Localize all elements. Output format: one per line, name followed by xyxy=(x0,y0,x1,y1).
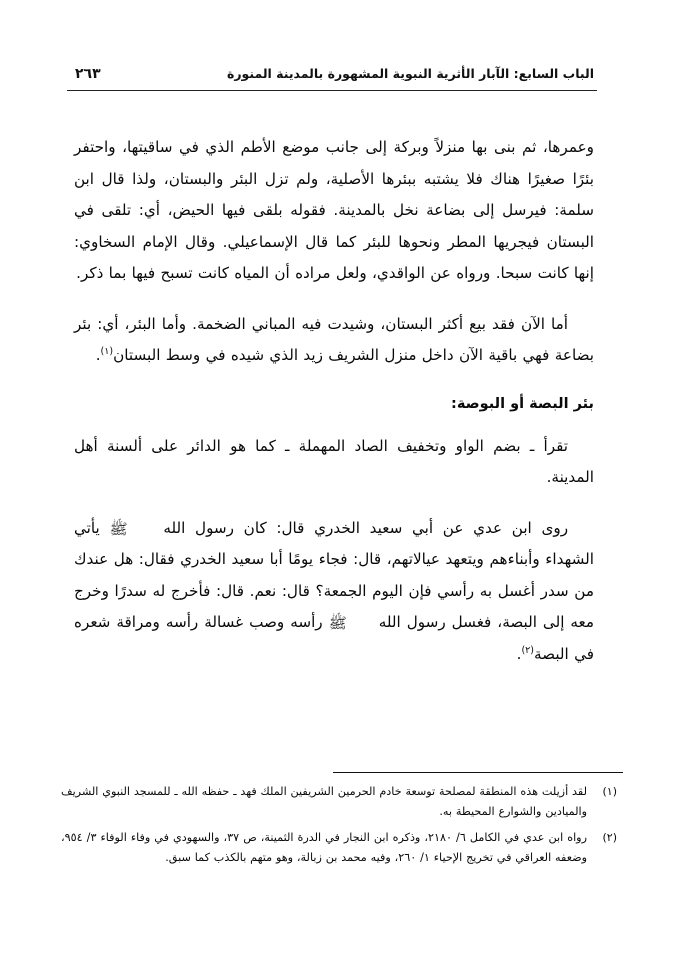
salawat-glyph-2: ﷺ xyxy=(328,614,347,632)
page-body xyxy=(74,132,594,689)
narration-segment-1: روى ابن عدي عن أبي سعيد الخدري قال: كان رسول الله xyxy=(163,518,569,537)
footnote-text: رواه ابن عدي في الكامل ٦/ ٢١٨٠، وذكره ابن النجار في الدرة الثمينة، ص ٣٧، والسهودي في وفاء الوفاء ٣/ ٩٥٤، وضعفه العراقي في تخريج الإحياء ١/ ٢٦٠، وفيه محمد بن زبالة، وهو متهم بالكذب كما سبق. xyxy=(61,831,587,864)
paragraph-pronunciation-note: تقرأ ـ بضم الواو وتخفيف الصاد المهملة ـ كما هو الدائر على ألسنة أهل المدينة. xyxy=(74,436,594,486)
paragraph-continuation: وعمرها، ثم بنى بها منزلاً وبركة إلى جانب موضع الأطم الذي في ساقيتها، واحتفر بئرًا صغيرًا هناك فلا يشتبه ببئرها الأصلية، ولم تزل البئر والبستان، ولذا قال ابن سلمة: فيرسل إلى بضاعة نخل بالمدينة. فقوله بلقى فيها الحيض، أي: تلقى في البستان فيجريها المطر ونحوها للبئر كما قال الإسماعيلي. وقال الإمام السخاوي: إنها كانت سبحا. ورواه عن الواقدي، ولعل مراده أن المياه كانت تسبح فيها بما ذكر. xyxy=(74,138,594,282)
page-header xyxy=(75,66,594,88)
narration-segment-3: رأسه وصب غسالة رأسه ومراقة شعره في البصة xyxy=(74,613,594,663)
footnote-item xyxy=(61,782,617,821)
footnote-divider-rule xyxy=(333,772,623,773)
footnote-text: لقد أزيلت هذه المنطقة لمصلحة توسعة خادم الحرمين الشريفين الملك فهد ـ حفظه الله ـ للمسجد النبوي الشريف والميادين والشوارع المحيطة به. xyxy=(60,785,587,818)
narration-segment-2: يأتي الشهداء وأبناءهم ويتعهد عيالاتهم، قال: فجاء يومًا أبا سعيد الخدري فقال: هل عندك من سدر أغسل به رأسي فإن اليوم الجمعة؟ قال: نعم. قال: فأخرج له سدرًا وخرج معه إلى البصة، فغسل رسول الله xyxy=(74,518,595,631)
footnote-marker: (٢) xyxy=(602,831,617,844)
narration-segment-4: . xyxy=(516,644,522,663)
footnote-marker: (١) xyxy=(602,785,617,798)
footnotes-block xyxy=(61,782,617,874)
paragraph-text-tail: . xyxy=(95,346,101,364)
paragraph-bustan-status xyxy=(74,309,594,372)
footnote-item xyxy=(61,828,617,867)
header-divider-rule xyxy=(67,90,597,91)
page-number: ٢٦٣ xyxy=(75,66,101,82)
section-heading-bir-al-bassa: بئر البصة أو البوصة: xyxy=(451,395,594,412)
header-chapter-title: الباب السابع: الآبار الأثرية النبوية المشهورة بالمدينة المنورة xyxy=(226,66,594,81)
paragraph-text-head: أما الآن فقد بيع أكثر البستان، وشيدت فيه المباني الضخمة. وأما البئر، أي: بئر بضاعة فهي باقية الآن داخل منزل الشريف زيد الذي شيده في وسط البستان xyxy=(74,314,594,364)
paragraph-hadith-narration xyxy=(74,513,594,671)
footnote-ref-2[interactable]: (٢) xyxy=(521,644,534,656)
salawat-glyph-1: ﷺ xyxy=(109,519,128,538)
footnote-ref-1[interactable]: (١) xyxy=(100,345,114,357)
